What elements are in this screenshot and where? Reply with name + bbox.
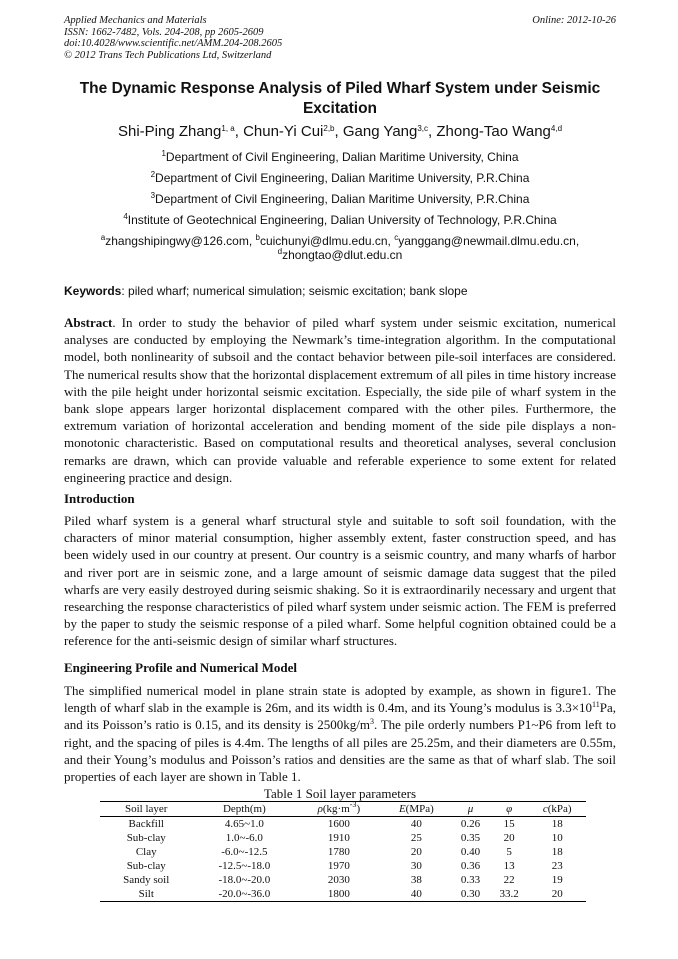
table-row: Backfill 4.65~1.0 1600 40 0.26 15 18 [128, 818, 563, 830]
table-caption: Table 1 Soil layer parameters [263, 786, 417, 801]
author: Shi-Ping Zhang$^{1, a}$, [117, 123, 244, 140]
table-row: Sub-clay -12.5~-18.0 1970 30 0.36 13 23 [126, 860, 563, 872]
col-modulus: E(MPa) [381, 802, 451, 817]
col-density: $\rho(kg\cdot m^{-3})$ [296, 802, 381, 817]
author: Chun-Yi Cui$^{2,b}$, [243, 123, 343, 140]
doi: doi:10.4028/www.scientific.net/AMM.204-208.2605 [64, 38, 283, 49]
abstract-label: Abstract [64, 315, 113, 330]
journal-header [64, 15, 616, 61]
table-row: Clay -6.0~-12.5 1780 20 0.40 5 18 [135, 846, 563, 858]
table-row: Silt -20.0~-36.0 1800 40 0.30 33.2 20 [100, 887, 586, 902]
section-heading-engineering: Engineering Profile and Numerical Model [64, 660, 298, 675]
paper-title: The Dynamic Response Analysis of Piled Wharf System under Seismic Excitation [79, 80, 601, 117]
affiliation: $^2$Department of Civil Engineering, Dalian Maritime University, P.R.China [150, 170, 530, 185]
issn: ISSN: 1662-7482, Vols. 204-208, pp 2605-2609 [64, 26, 264, 38]
affiliation: $^4$Institute of Geotechnical Engineering, Dalian University of Technology, P.R.China [123, 212, 557, 227]
section-heading-introduction: Introduction [64, 491, 135, 506]
keywords-label: Keywords [64, 284, 122, 298]
email-link[interactable]: cuichunyi@dlmu.edu.cn, [259, 234, 395, 248]
email-link[interactable]: zhongtao@dlut.edu.cn [282, 248, 403, 262]
author-list [40, 123, 640, 140]
col-friction-angle: φ [490, 802, 529, 817]
email-link[interactable]: zhangshipingwy@126.com, [105, 234, 256, 248]
introduction-text: Piled wharf system is a general wharf structural style and suitable to soft soil foundation, with the characters of minor material consumption, higher assembly extent, faster construction speed, and has been widely used in our country at present. Our country is a seismic country, and many wharfs of harbor and river port are in seismic zone, and a large amount of seismic damage data suggest that the piled wharfs are very easily destroyed during seismic shaking. So it is extraordinarily necessary and urgent that researching the response characteristics of piled wharf system under seismic action. The FEM is preferred by the paper to study the seismic response of a piled wharf. Some helpful cognition obtained could be a reference for the anti-seismic design of similar wharf structures. [64, 513, 616, 649]
abstract [64, 314, 616, 486]
abstract-text: . In order to study the behavior of piled wharf system under seismic excitation, numerical analyses are conducted by employing the Newmark’s time-integration algorithm. In the computational model, both nonlinearity of subsoil and the contact behavior between pile-soil interfaces are considered. The numerical results show that the horizontal displacement extremum of all piles in time history increase with the pile height under horizontal seismic excitation. Especially, the side pile of wharf system in the bank slope appears larger horizontal displacement compared with the other piles. Furthermore, the extremum variation of horizontal acceleration and bending moment of the side pile displays a non-monotonic characteristic. Based on computational results and theoretical analyses, several conclusion remarks are drawn, which can provide valuable and referable experience to some extent for related engineering practice and design. [64, 315, 616, 485]
col-soil-layer: Soil layer [100, 802, 192, 817]
journal-name: Applied Mechanics and Materials [64, 15, 207, 26]
col-poisson: μ [451, 802, 490, 817]
author: Gang Yang$^{3,c}$, [342, 123, 437, 140]
copyright: © 2012 Trans Tech Publications Ltd, Switzerland [64, 49, 272, 61]
author-emails: $^a$zhangshipingwy@126.com, $^b$cuichunyi@dlmu.edu.cn, $^c$yanggang@newmail.dlmu.edu.cn, $^d$zhongtao@dlut.edu.cn [100, 233, 580, 262]
keywords-text: : piled wharf; numerical simulation; seismic excitation; bank slope [121, 284, 468, 298]
affiliations [40, 147, 640, 262]
col-depth: Depth(m) [192, 802, 296, 817]
author: Zhong-Tao Wang$^{4,d}$ [436, 123, 563, 140]
col-cohesion: c(kPa) [528, 802, 586, 817]
table-row: Sub-clay 1.0~-6.0 1910 25 0.35 20 10 [126, 832, 563, 844]
email-link[interactable]: yanggang@newmail.dlmu.edu.cn, [398, 234, 580, 248]
engineering-text: The simplified numerical model in plane strain state is adopted by example, as shown in figure1. The length of wharf slab in the example is 26m, and its width is 0.4m, and its Young’s modulus is $3.3\times 10^{11}Pa$, and its Poisson’s ratio is 0.15, and its density is $2500kg/m^3$. The pile orderly numbers P1~P6 from left to right, and the spacing of piles is 4.4m. The lengths of all piles are 25.25m, and their diameters are 0.55m, and their Young’s modulus and Poisson’s ratios and densities are the same as that of wharf slab. The soil properties of each layer are shown in Table 1. [64, 683, 616, 785]
soil-parameter-table [100, 801, 586, 902]
affiliation: $^1$Department of Civil Engineering, Dalian Maritime University, China [161, 149, 519, 164]
keywords [64, 284, 616, 298]
table-header-row [100, 802, 586, 817]
affiliation: $^3$Department of Civil Engineering, Dalian Maritime University, P.R.China [150, 191, 530, 206]
online-date: Online: 2012-10-26 [532, 15, 616, 26]
table-row: Sandy soil -18.0~-20.0 2030 38 0.33 22 19 [123, 874, 563, 886]
